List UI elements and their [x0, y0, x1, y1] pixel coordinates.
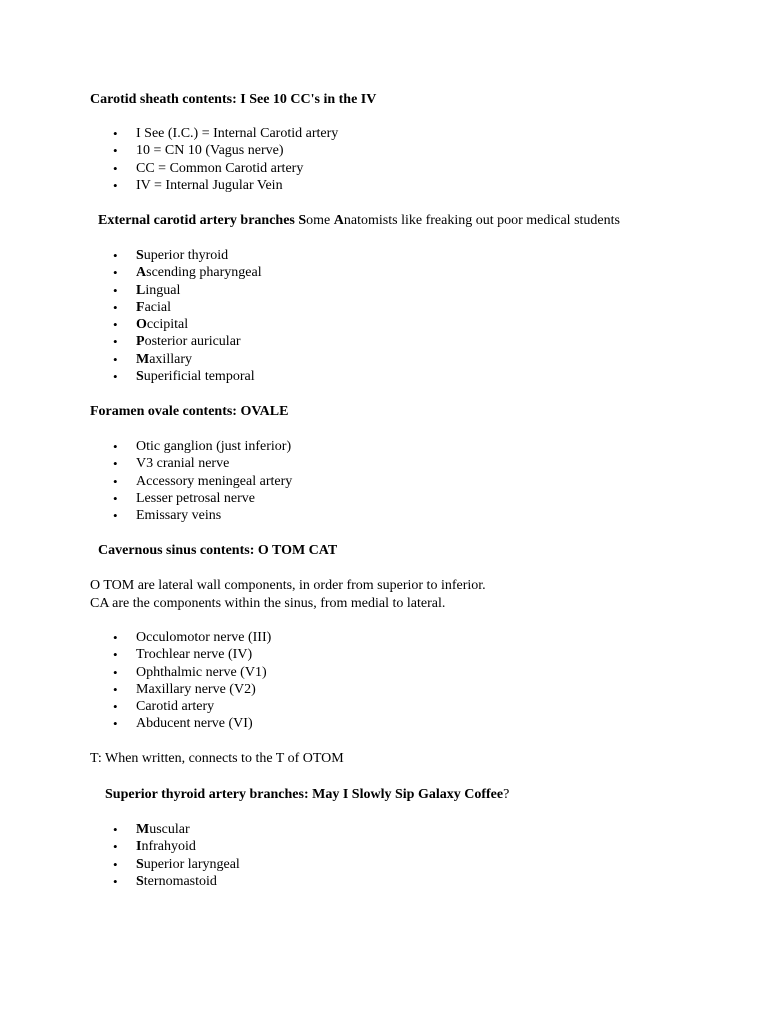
list-item	[113, 299, 262, 316]
mnemonic-text: ome	[306, 213, 334, 228]
list-carotid-sheath	[113, 125, 338, 194]
item-text: uperificial temporal	[143, 369, 255, 385]
mnemonic-letter: A	[136, 265, 147, 281]
heading-foramen-ovale: Foramen ovale contents: OVALE	[90, 404, 289, 419]
list-item	[113, 856, 240, 873]
list-item: • Carotid artery	[113, 698, 271, 715]
list-item	[113, 821, 240, 838]
item-text: ccipital	[146, 317, 189, 333]
heading-bold-text: Superior thyroid artery branches:	[105, 787, 309, 802]
list-item	[113, 368, 262, 385]
mnemonic-letter: P	[136, 334, 145, 350]
mnemonic-text: May	[308, 787, 343, 802]
list-item: • Ophthalmic nerve (V1)	[113, 664, 271, 681]
mnemonic-letter: A	[333, 213, 344, 228]
list-foramen-ovale	[113, 438, 292, 524]
list-item	[113, 351, 262, 368]
heading-cavernous-sinus: Cavernous sinus contents: O TOM CAT	[98, 543, 338, 558]
item-text: osterior auricular	[144, 334, 241, 350]
list-item	[113, 247, 262, 264]
list-item: • I See (I.C.) = Internal Carotid artery	[113, 125, 338, 142]
list-item	[113, 316, 262, 333]
heading-external-carotid	[98, 212, 620, 229]
list-item: • Accessory meningeal artery	[113, 473, 292, 490]
mnemonic-letter: S	[136, 248, 144, 263]
list-item: • CC = Common Carotid artery	[113, 160, 338, 177]
list-item	[113, 264, 262, 281]
list-item: • 10 = CN 10 (Vagus nerve)	[113, 142, 338, 159]
mnemonic-text: ?	[503, 787, 510, 802]
heading-superior-thyroid	[105, 786, 509, 803]
list-item: • Maxillary nerve (V2)	[113, 681, 271, 698]
item-text: axillary	[149, 351, 192, 367]
mnemonic-letter: S	[136, 369, 144, 385]
note-otom: T: When written, connects to the T of OTOM	[90, 751, 344, 766]
item-text: nfrahyoid	[141, 839, 196, 855]
item-text: uscular	[149, 822, 190, 837]
item-text: scending pharyngeal	[146, 265, 262, 281]
mnemonic-letter: S	[298, 213, 307, 228]
mnemonic-letter: I	[136, 839, 142, 855]
list-cavernous-sinus	[113, 629, 271, 733]
paragraph-lateral-wall: O TOM are lateral wall components, in order from superior to inferior.	[90, 578, 486, 593]
list-item: • IV = Internal Jugular Vein	[113, 177, 338, 194]
list-item	[113, 873, 240, 890]
mnemonic-letter: M	[136, 822, 150, 837]
list-item	[113, 838, 240, 855]
mnemonic-letter: S	[136, 873, 144, 889]
mnemonic-letter: L	[136, 282, 146, 298]
mnemonic-letter: F	[136, 299, 145, 315]
item-text: uperior thyroid	[143, 248, 229, 263]
list-item	[113, 333, 262, 350]
list-item: • Occulomotor nerve (III)	[113, 629, 271, 646]
item-text: ingual	[145, 282, 181, 298]
mnemonic-text: natomists like freaking out poor medical students	[343, 213, 620, 228]
item-text: uperior laryngeal	[143, 856, 240, 872]
list-item	[113, 282, 262, 299]
mnemonic-letter: M	[136, 351, 150, 367]
heading-carotid-sheath: Carotid sheath contents: I See 10 CC's in the IV	[90, 92, 377, 107]
list-item: • V3 cranial nerve	[113, 455, 292, 472]
list-superior-thyroid	[113, 821, 240, 890]
list-item: • Otic ganglion (just inferior)	[113, 438, 292, 455]
list-external-carotid	[113, 247, 262, 385]
item-text: ternomastoid	[143, 873, 217, 889]
paragraph-within-sinus: CA are the components within the sinus, from medial to lateral.	[90, 596, 446, 611]
mnemonic-letters: I Slowly Sip Galaxy Coffee	[342, 787, 504, 802]
item-text: acial	[144, 299, 171, 315]
list-item: • Abducent nerve (VI)	[113, 715, 271, 732]
mnemonic-letter: S	[136, 856, 144, 872]
heading-bold-text: External carotid artery branches	[98, 213, 295, 228]
list-item: • Emissary veins	[113, 507, 292, 524]
list-item: • Trochlear nerve (IV)	[113, 646, 271, 663]
list-item: • Lesser petrosal nerve	[113, 490, 292, 507]
mnemonic-letter: O	[136, 317, 147, 333]
